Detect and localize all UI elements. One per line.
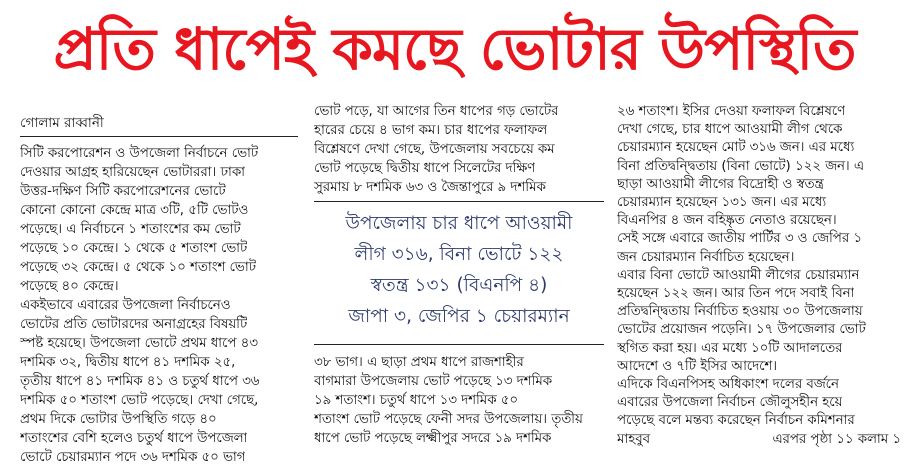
col2-bottom-line: ১৯ শতাংশ। চতুর্থ ধাপে ১৩ দশমিক ৫০: [314, 393, 518, 408]
col3-line: বিএনপির ৪ জন বহিষ্কৃত নেতাও রয়েছেন।: [617, 213, 837, 229]
col1-line: সিটি করপোরেশন ও উপজেলা নির্বাচনে ভোট: [20, 146, 259, 161]
col2-bottom-line: শতাংশ ভোট পড়েছে ফেনী সদর উপজেলায়। তৃতীয়: [314, 412, 583, 427]
col1-line: প্রথম দিকে ভোটার উপস্থিতি গড়ে ৪০: [20, 412, 217, 427]
col3-line: এবারের উপজেলা নির্বাচন জৌলুসহীন হয়ে: [617, 395, 843, 411]
col3-line: দেখা গেছে, চার ধাপে আওয়ামী লীগ থেকে: [617, 122, 843, 138]
continuation-note: এরপর পৃষ্ঠা ১১ কলাম ১: [772, 432, 901, 447]
col2-top-line: বিশ্লেষণে দেখা গেছে, উপজেলায় সবচেয়ে কম: [314, 142, 555, 157]
col3-line: হয়েছেন ১২২ জন। আর তিন পদে সবাই বিনা: [617, 286, 855, 301]
highlight-divider-top: [314, 201, 604, 202]
col1-line: পড়েছে ১০ কেন্দ্রে। ১ থেকে ৫ শতাংশ ভোট: [20, 241, 248, 256]
col2-bottom-line: বাগমারা উপজেলায় ভোট পড়েছে ১৩ দশমিক: [314, 374, 553, 389]
col3-line: চেয়ারম্যান হয়েছেন ১৩১ জন। এর মধ্যে: [617, 195, 827, 210]
highlight-box: [314, 209, 604, 339]
col1-line: পড়েছে ৪০ কেন্দ্রে।: [20, 279, 119, 294]
highlight-line: লীগ ৩১৬, বিনা ভোটে ১২২: [354, 244, 564, 265]
byline-divider: [20, 136, 298, 137]
headline: প্রতি ধাপেই কমছে ভোটার উপস্থিতি: [53, 15, 856, 83]
col3-line: এদিকে বিএনপিসহ অধিকাংশ দলের বর্জনে: [617, 377, 839, 392]
col3-line: স্থগিত করা হয়। এর মধ্যে ১০টি আদালতের: [617, 340, 843, 356]
col3-line: প্রতিদ্বন্দ্বিতায় নির্বাচিত হওয়ায় ৩০ উপজেলায়: [617, 304, 863, 320]
col3-line: বিনা প্রতিদ্বন্দ্বিতায় (বিনা ভোটে) ১২২ জন। এ: [617, 158, 865, 174]
col2-top-line: সুরমায় ৮ দশমিক ৬৩ ও জৈন্তাপুরে ৯ দশমিক: [314, 180, 546, 195]
col3-line: ছাড়া আওয়ামী লীগের বিদ্রোহী ও স্বতন্ত্র: [617, 176, 824, 192]
col3-line: জন চেয়ারম্যান নির্বাচিত হয়েছেন।: [617, 249, 795, 265]
col2-bottom-line: ৩৮ ভাগ। এ ছাড়া প্রথম ধাপে রাজশাহীর: [314, 355, 524, 370]
col2-top-line: ভোট পড়েছে দ্বিতীয় ধাপে সিলেটের দক্ষিণ: [314, 161, 536, 176]
col1-line: ভোটে চেয়ারম্যান পদে ৩৬ দশমিক ৫০ ভাগ: [20, 450, 246, 465]
byline: গোলাম রাব্বানী: [20, 115, 104, 131]
col1-line: স্পষ্ট হয়েছে। উপজেলা ভোটে প্রথম ধাপে ৪৩: [20, 336, 258, 351]
highlight-line: জাপা ৩, জেপির ১ চেয়ারম্যান: [348, 306, 570, 327]
col3-line: মাহবুব: [617, 431, 651, 447]
col2-top-line: হারের চেয়ে ৪ ভাগ কম। চার ধাপের ফলাফল: [314, 123, 548, 138]
col1-line: দেওয়ার আগ্রহ হারিয়েছেন ভোটাররা। ঢাকা: [20, 165, 246, 180]
col2-top-line: ভোট পড়ে, যা আগের তিন ধাপের গড় ভোটের: [314, 104, 559, 119]
col1-line: দশমিক ৩২, দ্বিতীয় ধাপে ৪১ দশমিক ২৫,: [20, 355, 236, 370]
col3-line: পড়েছে বলে মন্তব্য করেছেন নির্বাচন কমিশনার: [617, 413, 855, 429]
highlight-line: উপজেলায় চার ধাপে আওয়ামী: [345, 213, 573, 234]
col2-bottom-line: ধাপে ভোট পড়েছে লক্ষ্মীপুর সদরে ১৯ দশমিক: [314, 431, 552, 446]
highlight-divider-bottom: [314, 344, 604, 345]
col3-line: এবার বিনা ভোটে আওয়ামী লীগের চেয়ারম্যান: [617, 267, 860, 283]
col3-line: সেই সঙ্গে এবারে জাতীয় পার্টির ৩ ও জেপির ১: [617, 231, 862, 247]
col1-line: দশমিক ৫০ শতাংশ ভোট পড়েছে। দেখা গেছে,: [20, 393, 259, 408]
col1-line: পড়েছে ৩২ কেন্দ্রে। ৫ থেকে ১০ শতাংশ ভোট: [20, 260, 256, 275]
col1-line: তৃতীয় ধাপে ৪১ দশমিক ৪১ ও চতুর্থ ধাপে ৩৬: [20, 374, 260, 389]
col1-line: শতাংশের বেশি হলেও চতুর্থ ধাপে উপজেলা: [20, 431, 248, 446]
col3-line: চেয়ারম্যান হয়েছেন মোট ৩১৬ জন। এর মধ্যে: [617, 140, 855, 156]
col3-line: ২৬ শতাংশ। ইসির দেওয়া ফলাফল বিশ্লেষণে: [617, 104, 846, 119]
col1-line: পড়েছে। এ নির্বাচনে ১ শতাংশের কম ভোট: [20, 222, 241, 237]
col1-line: একইভাবে এবারের উপজেলা নির্বাচনেও: [20, 298, 231, 313]
col1-line: উত্তর-দক্ষিণ সিটি করপোরেশনের ভোটে: [20, 184, 226, 199]
col3-line: ভোটের প্রয়োজন পড়েনি। ১৭ উপজেলার ভোট: [617, 322, 866, 338]
col3-line: আদেশে ও ৭টি ইসির আদেশে।: [617, 358, 778, 374]
col1-line: কোনো কোনো কেন্দ্রে মাত্র ৩টি, ৫টি ভোটও: [20, 203, 249, 218]
highlight-line: স্বতন্ত্র ১৩১ (বিএনপি ৪): [370, 275, 548, 296]
col1-line: ভোটের প্রতি ভোটারদের অনাগ্রহের বিষয়টি: [20, 317, 248, 332]
